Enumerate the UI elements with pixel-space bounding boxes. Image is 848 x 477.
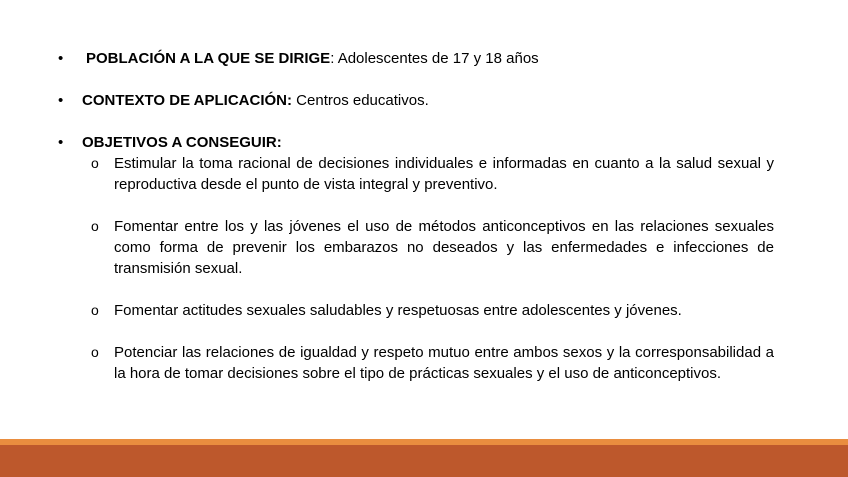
objetivo-text: Estimular la toma racional de decisiones individuales e informadas en cuanto a la salud sexual y reproductiva desde el punto de vista integral y preventivo.	[114, 155, 774, 193]
bullet-icon: •	[58, 92, 64, 109]
bullet-poblacion	[58, 48, 774, 69]
circle-bullet-icon: o	[91, 302, 99, 318]
objetivo-text: Potenciar las relaciones de igualdad y respeto mutuo entre ambos sexos y la corresponsabilidad a la hora de tomar decisiones sobre el tipo de prácticas sexuales y el uso de anticonceptivos.	[114, 344, 774, 382]
objetivo-item	[58, 153, 774, 195]
objetivo-item	[58, 216, 774, 279]
bullet-poblacion-label: POBLACIÓN A LA QUE SE DIRIGE	[86, 50, 331, 67]
objetivo-text: Fomentar actitudes sexuales saludables y respetuosas entre adolescentes y jóvenes.	[114, 302, 682, 319]
objetivo-item	[58, 300, 774, 321]
objetivos-list	[58, 153, 774, 384]
bullet-icon: •	[58, 134, 64, 151]
bullet-contexto-text: Centros educativos.	[292, 92, 429, 109]
footer-bar	[0, 445, 848, 477]
objetivo-item	[58, 342, 774, 384]
bullet-poblacion-content	[82, 50, 539, 67]
circle-bullet-icon: o	[91, 344, 99, 360]
bullet-objetivos-label: OBJETIVOS A CONSEGUIR:	[82, 134, 282, 151]
bullet-contexto-label: CONTEXTO DE APLICACIÓN:	[82, 92, 293, 109]
bullet-poblacion-text: : Adolescentes de 17 y 18 años	[330, 50, 539, 67]
bullet-icon: •	[58, 50, 64, 67]
bullet-contexto	[58, 90, 774, 111]
objetivo-text: Fomentar entre los y las jóvenes el uso de métodos anticonceptivos en las relaciones sexuales como forma de prevenir los embarazos no deseados y las enfermedades e infecciones de transmisión sexual.	[114, 218, 774, 277]
slide-content	[58, 48, 774, 384]
bullet-objetivos	[58, 132, 774, 153]
circle-bullet-icon: o	[91, 218, 99, 234]
circle-bullet-icon: o	[91, 155, 99, 171]
